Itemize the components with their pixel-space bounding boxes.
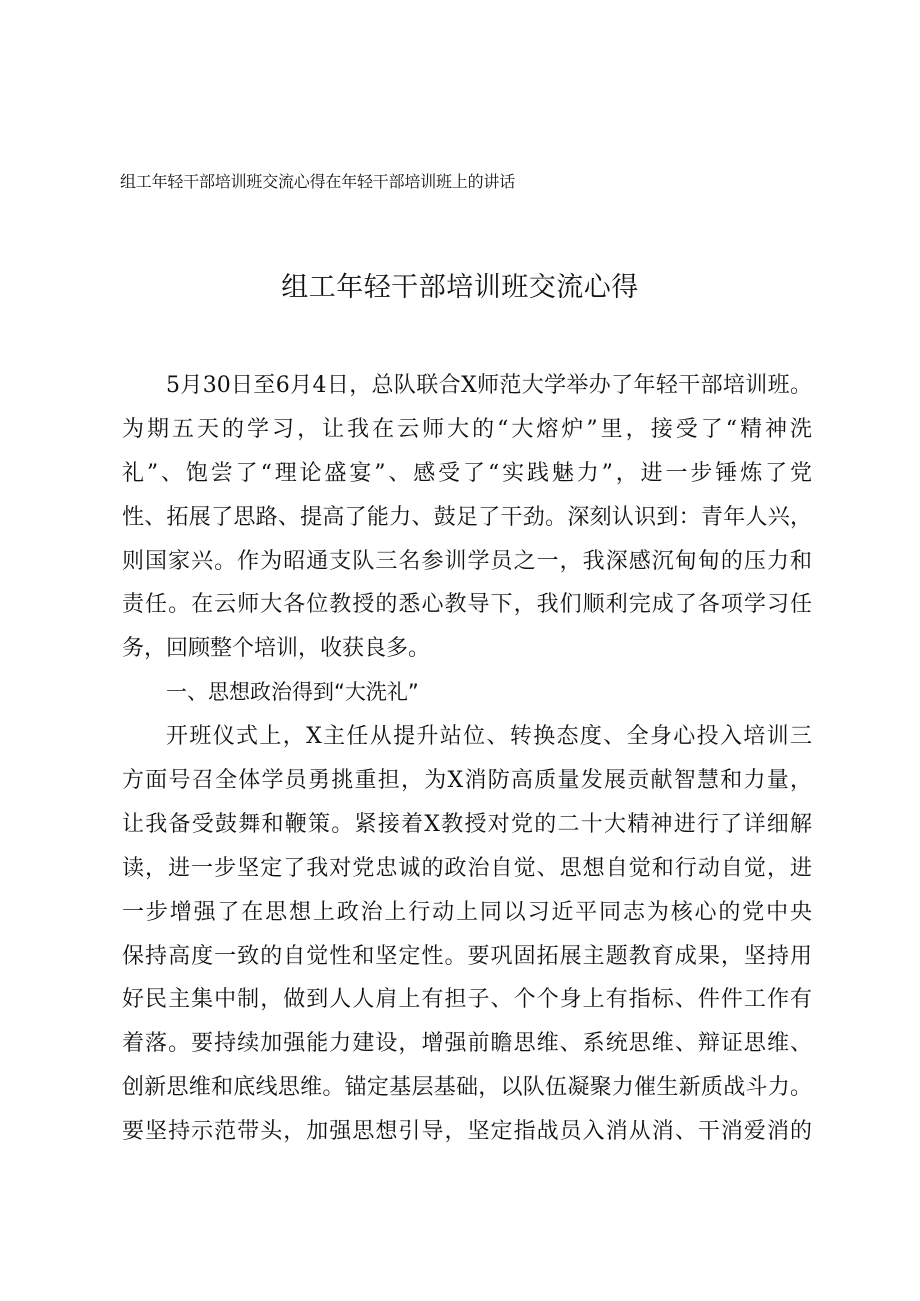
body-line: 责任。在云师大各位教授的悉心教导下，我们顺利完成了各项学习任 bbox=[122, 592, 812, 618]
body-line: 保持高度一致的自觉性和坚定性。要巩固拓展主题教育成果，坚持用 bbox=[122, 943, 812, 969]
body-line: 为期五天的学习，让我在云师大的“大熔炉”里，接受了“精神洗 bbox=[122, 416, 812, 442]
document-body bbox=[122, 364, 812, 1154]
body-line: 一步增强了在思想上政治上行动上同以习近平同志为核心的党中央 bbox=[122, 899, 812, 925]
body-line: 则国家兴。作为昭通支队三名参训学员之一，我深感沉甸甸的压力和 bbox=[122, 548, 812, 574]
document-title: 组工年轻干部培训班交流心得 bbox=[281, 272, 639, 303]
body-line: 读，进一步坚定了我对党忠诚的政治自觉、思想自觉和行动自觉，进 bbox=[122, 855, 812, 881]
body-line: 礼”、饱尝了“理论盛宴”、感受了“实践魅力”，进一步锤炼了党 bbox=[122, 460, 812, 486]
document-header: 组工年轻干部培训班交流心得在年轻干部培训班上的讲话 bbox=[120, 172, 516, 191]
section-heading: 一、思想政治得到“大洗礼” bbox=[166, 680, 419, 705]
body-line: 开班仪式上，X主任从提升站位、转换态度、全身心投入培训三 bbox=[166, 724, 812, 750]
body-line: 让我备受鼓舞和鞭策。紧接着X教授对党的二十大精神进行了详细解 bbox=[122, 811, 812, 837]
body-line: 5月30日至6月4日，总队联合X师范大学举办了年轻干部培训班。 bbox=[166, 373, 812, 398]
body-line: 方面号召全体学员勇挑重担，为X消防高质量发展贡献智慧和力量， bbox=[122, 768, 812, 794]
body-line: 性、拓展了思路、提高了能力、鼓足了干劲。深刻认识到：青年人兴， bbox=[122, 504, 812, 530]
body-line: 务，回顾整个培训，收获良多。 bbox=[122, 636, 431, 662]
body-line: 着落。要持续加强能力建设，增强前瞻思维、系统思维、辩证思维、 bbox=[122, 1031, 812, 1057]
body-line: 创新思维和底线思维。锚定基层基础，以队伍凝聚力催生新质战斗力。 bbox=[122, 1075, 812, 1101]
body-line: 要坚持示范带头，加强思想引导，坚定指战员入消从消、干消爱消的 bbox=[122, 1119, 812, 1145]
body-line: 好民主集中制，做到人人肩上有担子、个个身上有指标、件件工作有 bbox=[122, 987, 812, 1013]
